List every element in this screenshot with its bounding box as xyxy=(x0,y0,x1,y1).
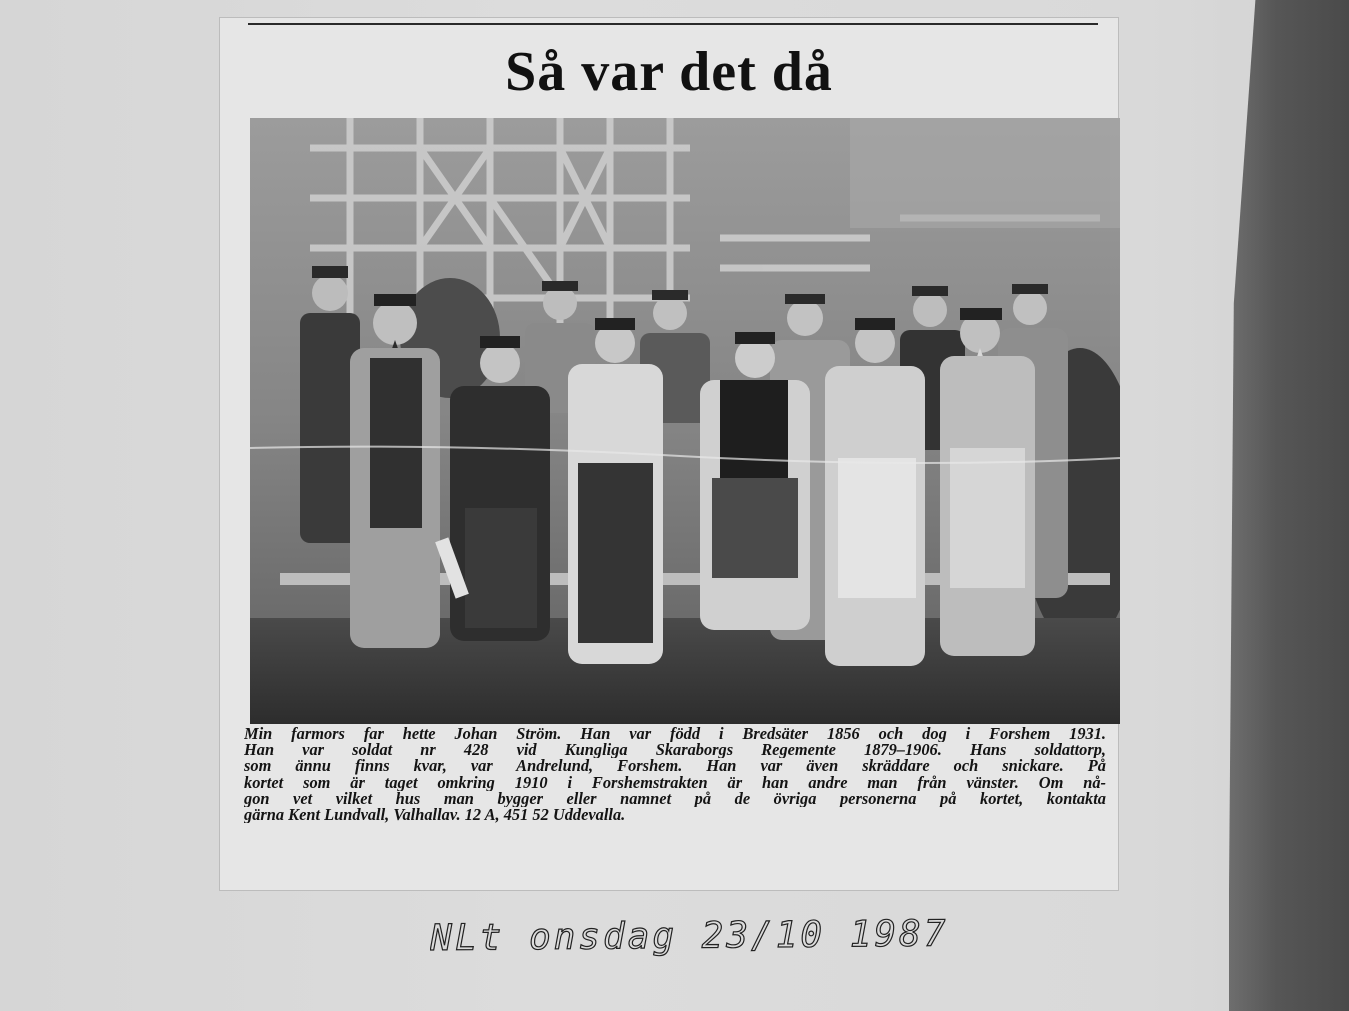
caption-line: gon vet vilket hus man bygger eller namnet på de övriga personerna på kortet, kontakta xyxy=(244,790,1106,808)
caption-line: Min farmors far hette Johan Ström. Han var född i Bredsäter 1856 och dog i Forshem 1931. xyxy=(244,726,1106,743)
clipping-top-rule xyxy=(248,23,1098,25)
dark-background-edge xyxy=(1229,0,1349,1011)
caption-line: kortet som är taget omkring 1910 i Forshemstrakten är han andre man från vänster. Om nå- xyxy=(244,774,1106,791)
photo-caption xyxy=(244,726,1106,876)
photo-of-workers xyxy=(250,118,1120,724)
handwritten-note-text: NLt onsdag 23/10 1987 xyxy=(430,913,949,959)
headline: Så var det då xyxy=(505,41,833,103)
caption-line: gärna Kent Lundvall, Valhallav. 12 A, 451 52 Uddevalla. xyxy=(244,807,626,824)
handwritten-note xyxy=(430,905,970,975)
caption-line: som ännu finns kvar, var Andrelund, Forshem. Han var även skräddare och snickare. På xyxy=(244,758,1106,775)
caption-line: Han var soldat nr 428 vid Kungliga Skaraborgs Regemente 1879–1906. Hans soldattorp, xyxy=(244,742,1106,759)
newspaper-clipping xyxy=(220,18,1118,890)
photo-illustration xyxy=(250,118,1120,724)
